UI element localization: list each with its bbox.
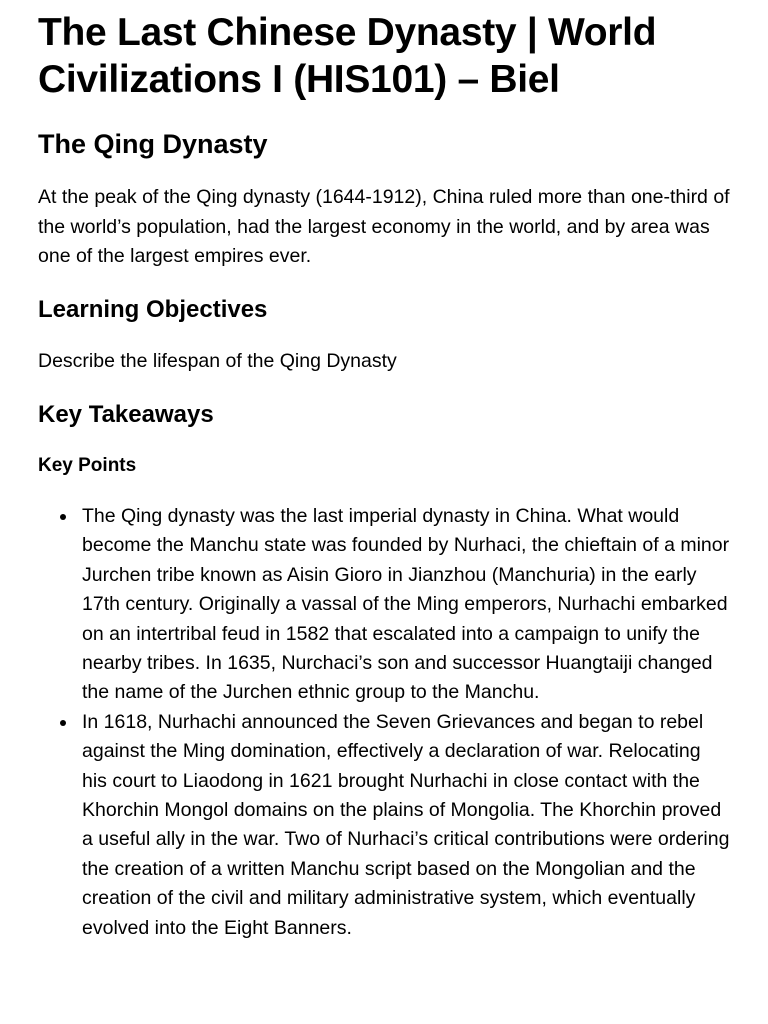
key-point-text: The Qing dynasty was the last imperial dynasty in China. What would become the Manchu state was founded by Nurhaci, the chieftain of a minor Jurchen tribe known as Aisin Gioro in Jianzhou (Manchuria) in the early 17th century. Originally a vassal of the Ming emperors, Nurhachi embarked on an intertribal feud in 1582 that escalated into a campaign to unify the nearby tribes. In 1635, Nurchaci’s son and successor Huangtaiji changed the name of the Jurchen ethnic group to the Manchu. bbox=[82, 505, 730, 704]
learning-objectives-heading: Learning Objectives bbox=[38, 295, 268, 323]
key-takeaways-heading: Key Takeaways bbox=[38, 401, 214, 428]
page-title: The Last Chinese Dynasty | World Civilizations I (HIS101) – Biel bbox=[38, 11, 657, 101]
learning-objective-text: Describe the lifespan of the Qing Dynasty bbox=[38, 349, 397, 372]
key-point-text: In 1618, Nurhachi announced the Seven Grievances and began to rebel against the Ming domination, effectively a declaration of war. Relocating his court to Liaodong in 1621 brought Nurhachi in close contact with the Khorchin Mongol domains on the plains of Mongolia. The Khorchin proved a useful ally in the war. Two of Nurhaci’s critical contributions were ordering the creation of a written Manchu script based on the Mongolian and the creation of the civil and military administrative system, which eventually evolved into the Eight Banners. bbox=[82, 710, 730, 939]
section-heading: The Qing Dynasty bbox=[38, 129, 268, 159]
key-points-heading: Key Points bbox=[38, 455, 137, 476]
key-points-list bbox=[38, 502, 730, 943]
intro-paragraph: At the peak of the Qing dynasty (1644-1912), China ruled more than one-third of the world’s population, had the largest economy in the world, and by area was one of the largest empires ever. bbox=[38, 186, 730, 267]
list-item bbox=[82, 502, 730, 708]
list-item bbox=[82, 708, 730, 943]
bullet-icon bbox=[60, 514, 66, 520]
bullet-icon bbox=[60, 720, 66, 726]
